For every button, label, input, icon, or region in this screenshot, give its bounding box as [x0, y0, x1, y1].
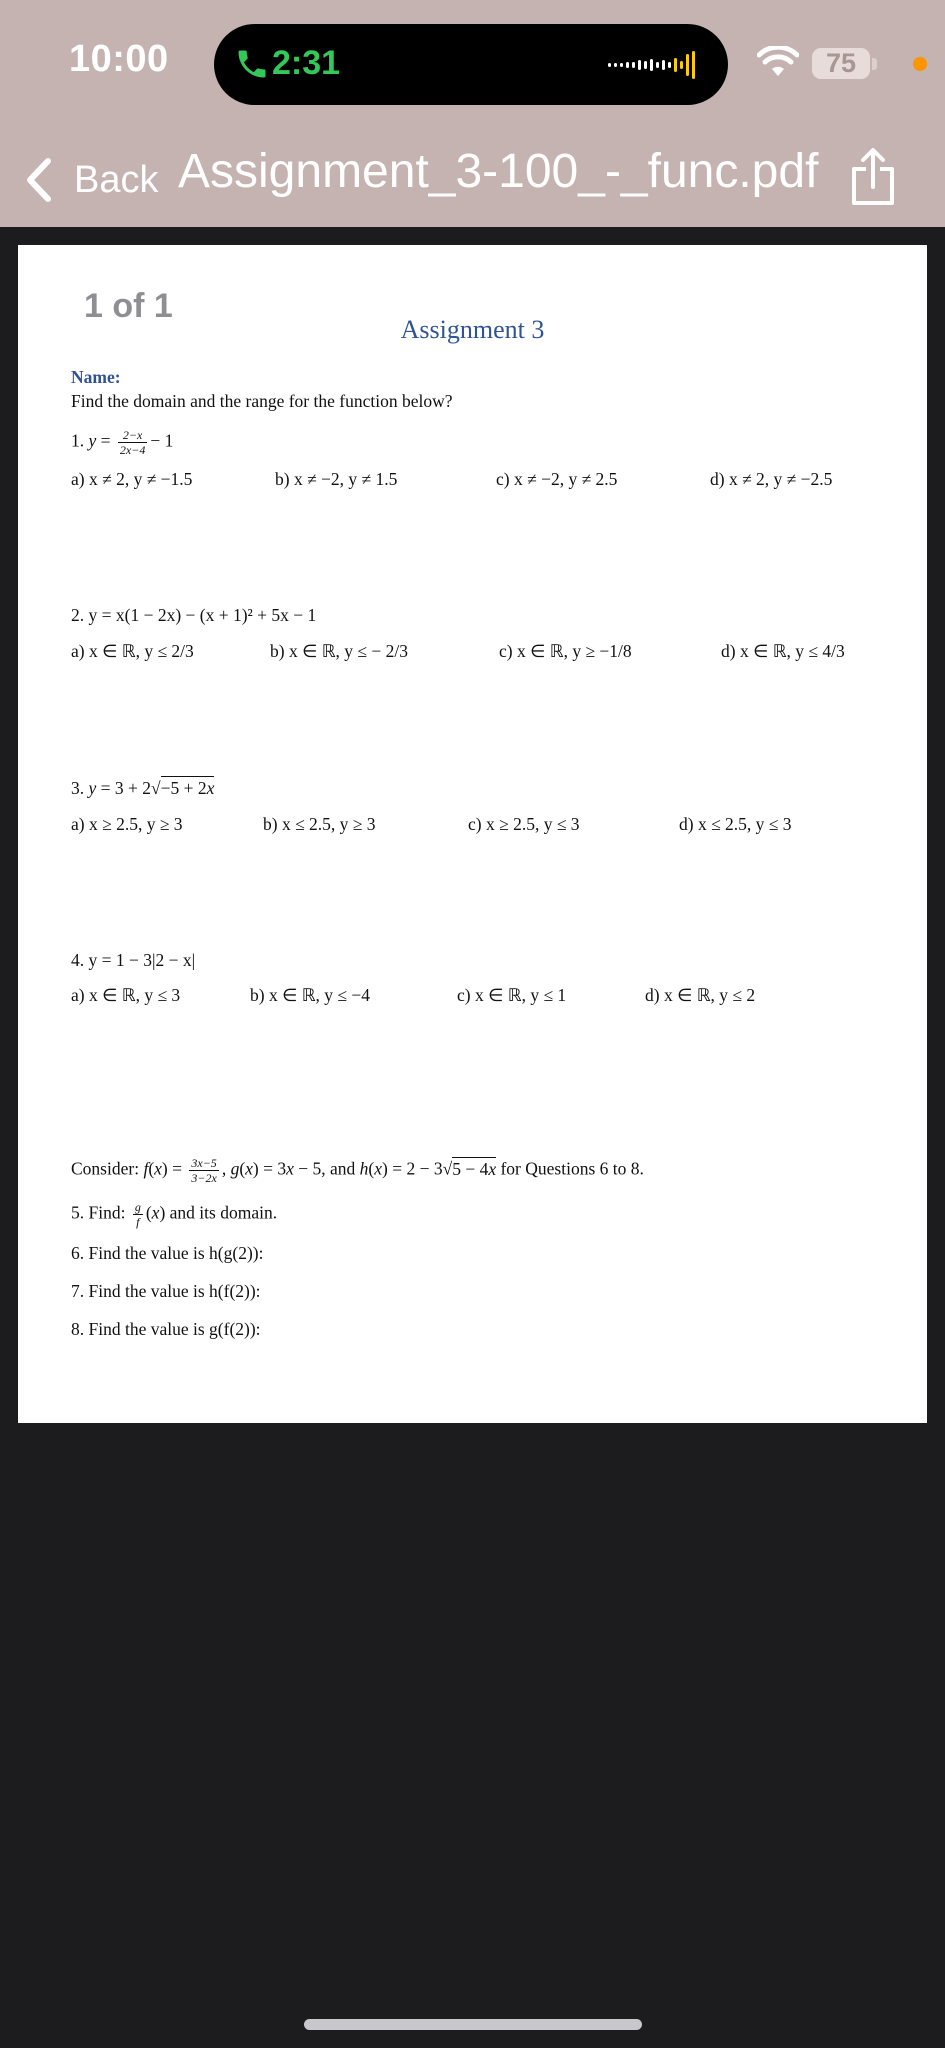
back-button[interactable] [24, 150, 158, 210]
option-3c: c) x ≥ 2.5, y ≤ 3 [468, 814, 580, 834]
home-indicator[interactable] [304, 2019, 642, 2030]
consider-line: Consider: f(x) = $\frac{3x-5}{3-2x}$ , g(x) = 3x − 5, and h(x) = 2 − 3√5 − 4x for Questions 6 to 8. [71, 1156, 644, 1185]
question-number: 4. [71, 950, 89, 970]
instruction-text: Find the domain and the range for the function below? [71, 391, 453, 411]
option-2a: a) x ∈ ℝ, y ≤ 2/3 [71, 641, 194, 661]
audio-waveform-icon [608, 48, 700, 82]
question-1: 1. y = $\frac{2-x}{2x-4}$ − 1 [71, 428, 174, 457]
option-3d: d) x ≤ 2.5, y ≤ 3 [679, 814, 792, 834]
phone-icon [234, 46, 270, 82]
option-1b: b) x ≠ −2, y ≠ 1.5 [275, 469, 398, 489]
question-2 [71, 605, 316, 626]
consider-suffix: for Questions 6 to 8. [496, 1158, 644, 1179]
assignment-title: Assignment 3 [400, 315, 545, 344]
status-time: 10:00 [69, 38, 169, 80]
fraction: $\frac{g}{f}$ [134, 1200, 141, 1229]
option-1d: d) x ≠ 2, y ≠ −2.5 [710, 469, 833, 489]
fraction: $\frac{2-x}{2x-4}$ [119, 428, 146, 457]
question-5-suffix: and its domain. [165, 1202, 278, 1223]
call-duration: 2:31 [272, 44, 341, 82]
option-2c: c) x ∈ ℝ, y ≥ −1/8 [499, 641, 632, 661]
option-4b: b) x ∈ ℝ, y ≤ −4 [250, 985, 371, 1005]
fraction: $\frac{3x-5}{3-2x}$ [191, 1156, 217, 1185]
question-4 [71, 950, 195, 971]
question-3: 3. y = 3 + 2√−5 + 2x [71, 778, 215, 798]
option-3b: b) x ≤ 2.5, y ≥ 3 [263, 814, 376, 834]
question-number: 3. [71, 778, 89, 798]
battery-cap [872, 58, 877, 70]
option-2b: b) x ∈ ℝ, y ≤ − 2/3 [270, 641, 409, 661]
question-number: 1. [71, 430, 89, 451]
option-4a: a) x ∈ ℝ, y ≤ 3 [71, 985, 181, 1005]
option-1a: a) x ≠ 2, y ≠ −1.5 [71, 469, 193, 489]
wifi-icon [757, 46, 799, 78]
pdf-page[interactable] [18, 245, 927, 1423]
option-4d: d) x ∈ ℝ, y ≤ 2 [645, 985, 756, 1005]
battery-percent: 75 [812, 48, 870, 79]
chevron-left-icon [24, 157, 54, 203]
question-5-prefix: 5. Find: [71, 1202, 130, 1223]
question-7: 7. Find the value is h(f(2)): [71, 1281, 261, 1301]
battery-indicator [812, 48, 878, 81]
question-equation: y = 1 − 3|2 − x| [88, 950, 196, 970]
question-equation: y = x(1 − 2x) − (x + 1)² + 5x − 1 [88, 605, 317, 625]
option-3a: a) x ≥ 2.5, y ≥ 3 [71, 814, 183, 834]
page-counter: 1 of 1 [84, 287, 173, 325]
question-6: 6. Find the value is h(g(2)): [71, 1243, 264, 1263]
consider-prefix: Consider: [71, 1158, 144, 1179]
document-title: Assignment_3-100_-_func.pdf [178, 145, 819, 198]
option-4c: c) x ∈ ℝ, y ≤ 1 [457, 985, 567, 1005]
dynamic-island[interactable] [214, 24, 728, 105]
name-label: Name: [71, 367, 121, 387]
question-5: 5. Find: $\frac{g}{f}$ (x) and its domain. [71, 1200, 278, 1229]
question-number: 2. [71, 605, 89, 625]
question-8: 8. Find the value is g(f(2)): [71, 1319, 261, 1339]
back-label: Back [74, 158, 159, 201]
share-icon[interactable] [848, 147, 898, 207]
option-2d: d) x ∈ ℝ, y ≤ 4/3 [721, 641, 845, 661]
option-1c: c) x ≠ −2, y ≠ 2.5 [496, 469, 618, 489]
top-bar [0, 0, 945, 227]
microphone-indicator-dot [913, 57, 927, 71]
